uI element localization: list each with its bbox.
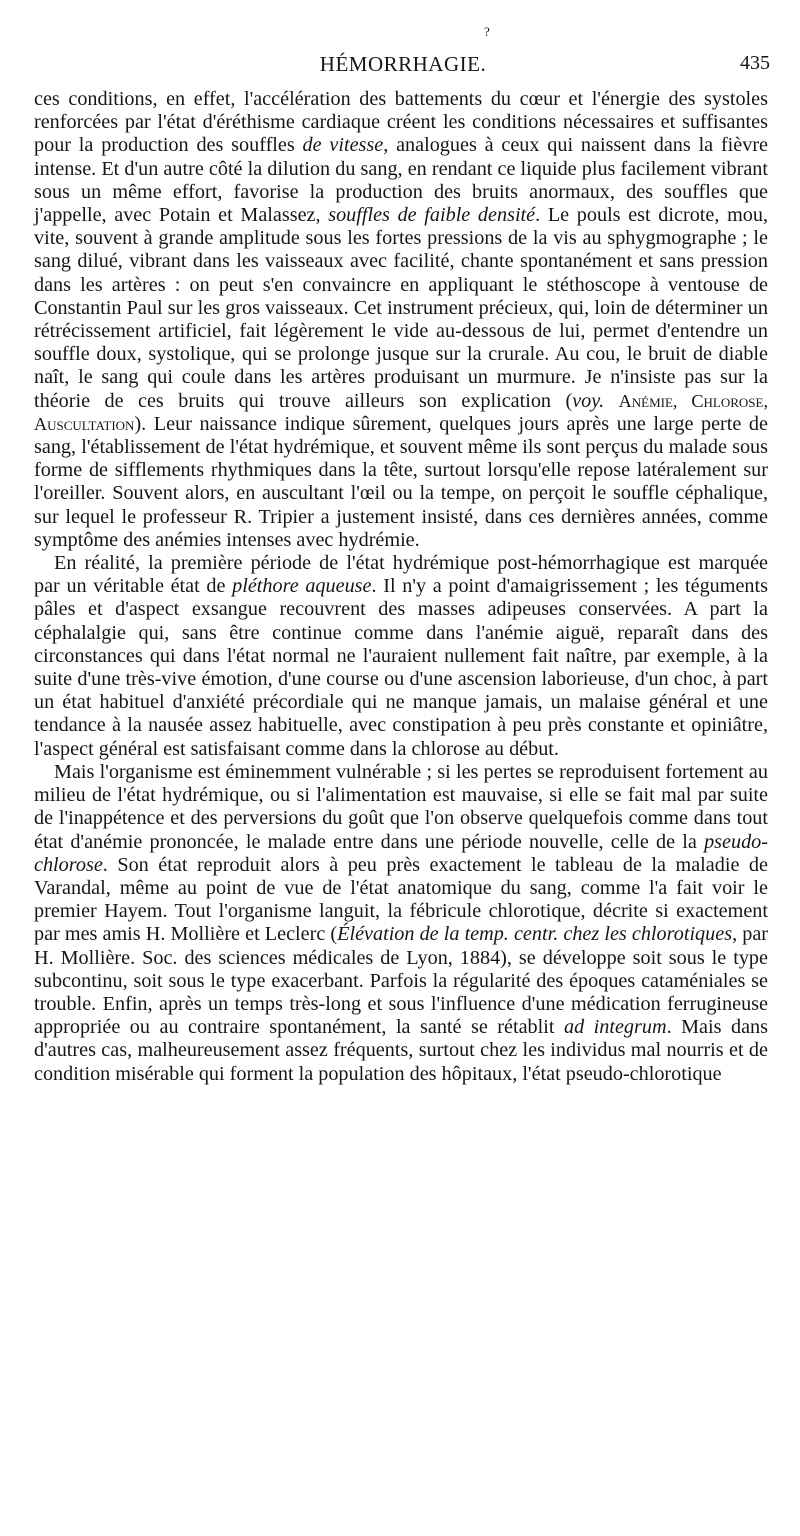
text-run: ces conditions, en effet, l'accélération des battements du cœur et l'énergie des systoles renforcées par l'état d'éréthisme cardiaque créent les conditions nécessaires et suffisantes pour la production des souffles	[34, 88, 768, 157]
top-mark: ?	[484, 24, 490, 39]
text-italic: souffles de faible densité	[328, 204, 536, 227]
page-header	[36, 52, 770, 82]
paragraph	[34, 761, 768, 1086]
text-run	[604, 390, 618, 412]
text-run: . Mais dans d'autres cas, malheureusement assez fréquents, surtout chez les individus mal nourris et de condition misérable qui forment la population des hôpitaux, l'état pseudo-chlorotique	[34, 1016, 768, 1085]
text-smallcaps: Anémie, Chlorose, Auscultation	[34, 390, 769, 434]
body-text	[34, 88, 768, 1086]
running-title: HÉMORRHAGIE.	[319, 52, 487, 76]
text-run: , analogues à ceux qui naissent dans la fièvre intense. Et d'un autre côté la dilution du sang, en rendant ce liquide plus facilement vibrant sous un même effort, favorise la production des bruits anormaux, des souffles que j'appelle, avec Potain et Malassez,	[34, 134, 769, 227]
text-run: . Le pouls est dicrote, mou, vite, souvent à grande amplitude sous les fortes pressions de la vis au sphygmographe ; le sang dilué, vibrant dans les vaisseaux avec facilité, chante spontanément et sans pression dans les artères : on peut s'en convaincre en appliquant le stéthoscope à ventouse de Constantin Paul sur les gros vaisseaux. Cet instrument précieux, qui, loin de déterminer un rétrécissement artificiel, fait légèrement le vide au-dessous de lui, permet d'entendre un souffle doux, systolique, qui se prolonge jusque sur la crurale. Au cou, le bruit de diable naît, le sang qui coule dans les artères produisant un murmure. Je n'insiste pas sur la théorie de ces bruits qui trouve ailleurs son explication (	[34, 204, 769, 412]
text-run: , par H. Mollière. Soc. des sciences médicales de Lyon, 1884), se développe soit sous le type subcontinu, soit sous le type exacerbant. Parfois la régularité des époques cataméniales se trouble. Enfin, après un temps très-long et sous l'influence d'une médication ferrugineuse appropriée ou au contraire spontanément, la santé se rétablit	[34, 923, 768, 1039]
paragraph	[34, 88, 768, 552]
text-run: . Il n'y a point d'amaigrissement ; les téguments pâles et d'aspect exsangue recouvrent des masses adipeuses conservées. A part la céphalalgie qui, sans être continue comme dans l'anémie aiguë, reparaît dans des circonstances qui dans l'état normal ne l'auraient nullement fait naître, par exemple, à la suite d'une très-vive émotion, d'une course ou d'une ascension laborieuse, d'un choc, à part un état habituel d'anxiété précordiale qui ne manque jamais, un malaise général et une tendance à la nausée assez habituelle, avec constipation à peu près constante et opiniâtre, l'aspect général est satisfaisant comme dans la chlorose au début.	[34, 575, 768, 760]
text-italic: de vitesse	[302, 134, 384, 157]
text-italic: voy.	[572, 389, 605, 412]
text-italic: Élévation de la temp. centr. chez les chlorotiques	[337, 923, 733, 946]
page-number: 435	[740, 52, 770, 74]
text-run: . Son état reproduit alors à peu près exactement le tableau de la maladie de Varandal, même au point de vue de l'état anatomique du sang, comme l'a fait voir le premier Hayem. Tout l'organisme languit, la fébricule chlorotique, décrite si exactement par mes amis H. Mollière et Leclerc (	[34, 853, 768, 946]
text-italic: pléthore aqueuse	[232, 575, 372, 598]
text-run: ). Leur naissance indique sûrement, quelques jours après une large perte de sang, l'établissement de l'état hydrémique, et souvent même ils sont perçus du malade sous forme de sifflements rhythmiques dans la tête, surtout lorsqu'elle repose latéralement sur l'oreiller. Souvent alors, en auscultant l'œil ou la tempe, on perçoit le souffle céphalique, sur lequel le professeur R. Tripier a justement insisté, dans ces dernières années, comme symptôme des anémies intenses avec hydrémie.	[34, 412, 768, 551]
paragraph	[34, 552, 768, 761]
text-run: Mais l'organisme est éminemment vulnérable ; si les pertes se reproduisent fortement au milieu de l'état hydrémique, ou si l'alimentation est mauvaise, si elle se fait mal par suite de l'inappétence et des perversions du goût que l'on observe quelquefois comme dans tout état d'anémie prononcée, le malade entre dans une période nouvelle, celle de la	[34, 760, 768, 853]
text-italic: pseudo-chlorose	[34, 830, 768, 876]
text-run: En réalité, la première période de l'état hydrémique post-hémorrhagique est marquée par un véritable état de	[34, 552, 768, 598]
text-italic: ad integrum	[563, 1016, 667, 1039]
